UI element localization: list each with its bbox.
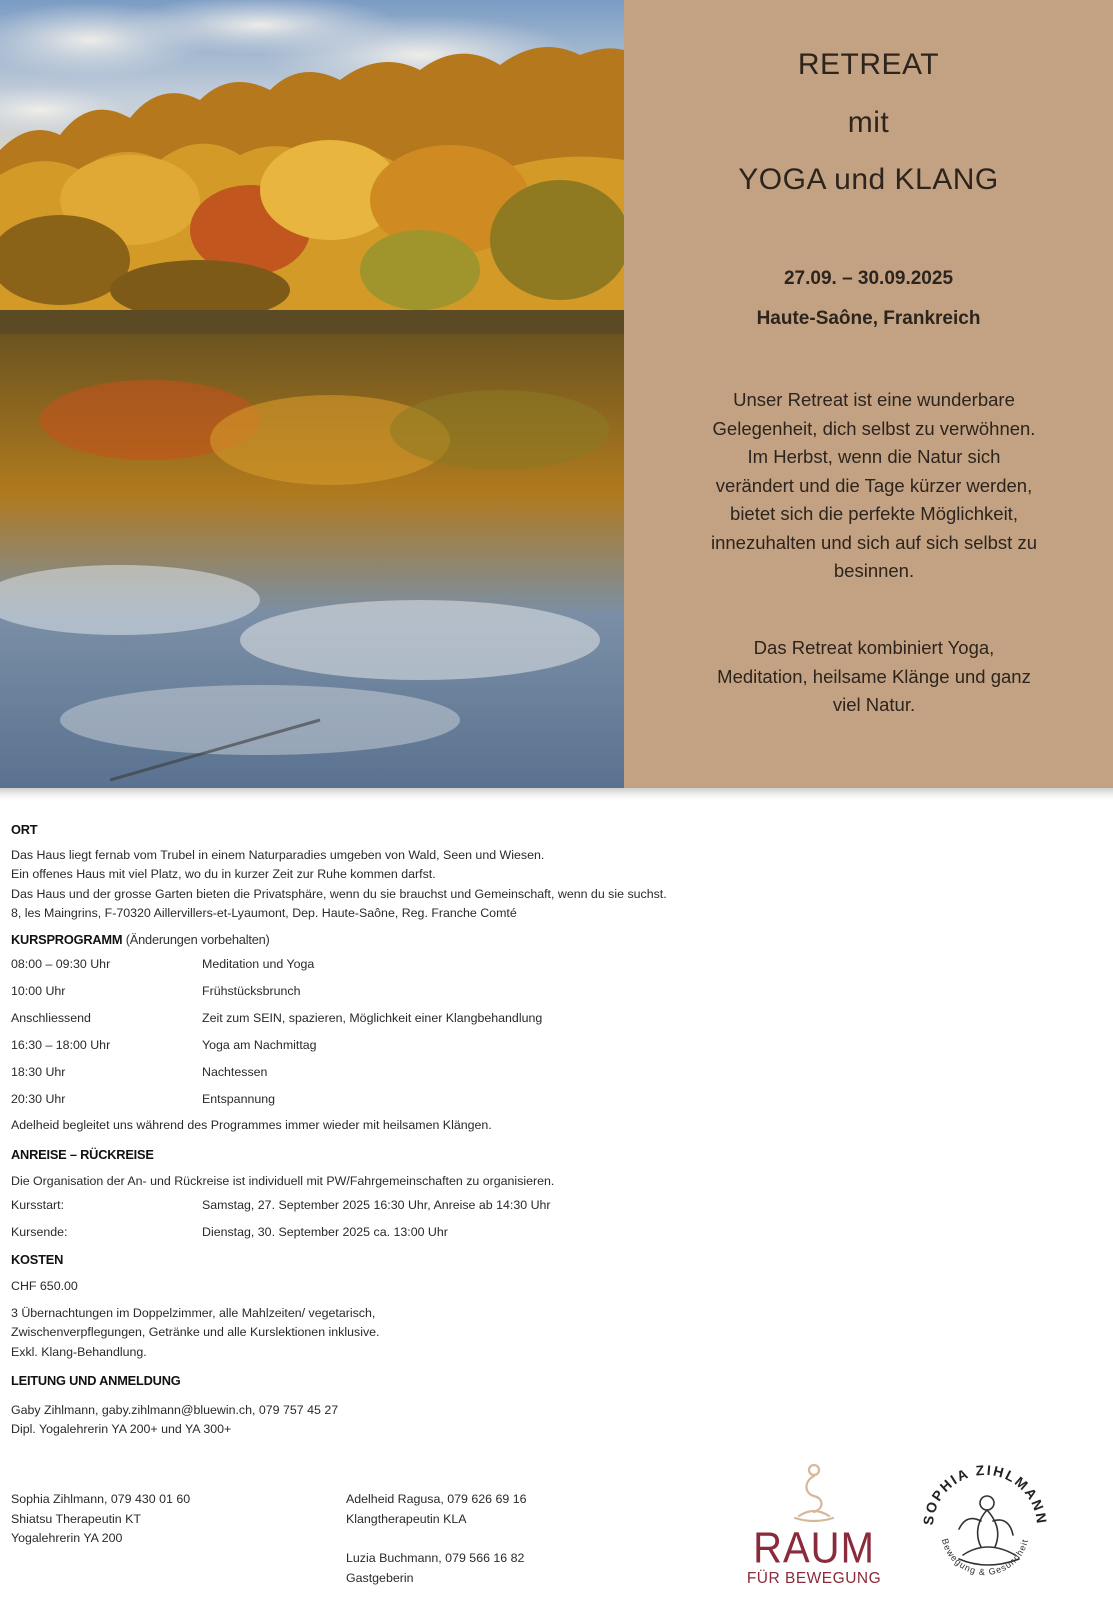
gaby-contact: Gaby Zihlmann, gaby.zihlmann@bluewin.ch, 079 757 45 27 (11, 1402, 339, 1417)
ort-line: Ein offenes Haus mit viel Platz, wo du in kurzer Zeit zur Ruhe kommen darfst. (11, 867, 436, 881)
autumn-lake-photo (0, 0, 624, 788)
kursprogramm-footer: Adelheid begleitet uns während des Programmes immer wieder mit heilsamen Klängen. (11, 1118, 492, 1132)
schedule-row (11, 1005, 1091, 1032)
adelheid-contact: Adelheid Ragusa, 079 626 69 16 (346, 1492, 527, 1506)
anreise-value: Samstag, 27. September 2025 16:30 Uhr, Anreise ab 14:30 Uhr (202, 1197, 551, 1212)
schedule-activity: Zeit zum SEIN, spazieren, Möglichkeit einer Klangbehandlung (202, 1011, 543, 1025)
schedule-row (11, 978, 1091, 1005)
page-divider (0, 788, 1113, 800)
luzia-contact: Luzia Buchmann, 079 566 16 82 (346, 1551, 525, 1565)
sophia-contact: Sophia Zihlmann, 079 430 01 60 (11, 1492, 191, 1506)
sophia-qualification: Shiatsu Therapeutin KT (11, 1511, 141, 1526)
schedule-time: 10:00 Uhr (11, 984, 66, 998)
svg-text:SOPHIA ZIHLMANN: SOPHIA ZIHLMANN (919, 1461, 1051, 1527)
schedule-row (11, 1032, 1091, 1059)
schedule-row (11, 1059, 1091, 1086)
schedule-row (11, 951, 1091, 978)
kursprogramm-title: KURSPROGRAMM (11, 931, 123, 947)
intro-paragraph (684, 386, 1064, 586)
anreise-row (11, 1219, 1091, 1246)
schedule-time: 16:30 – 18:00 Uhr (11, 1038, 111, 1052)
luzia-role: Gastgeberin (346, 1570, 414, 1585)
kursprogramm-heading (11, 930, 1091, 950)
schedule-activity: Nachtessen (202, 1065, 268, 1079)
hero-section (0, 0, 1113, 788)
anreise-heading: ANREISE – RÜCKREISE (11, 1146, 154, 1162)
intro-panel (624, 0, 1113, 788)
schedule-activity: Entspannung (202, 1092, 276, 1106)
ort-heading: ORT (11, 822, 38, 837)
leitung-heading: LEITUNG UND ANMELDUNG (11, 1373, 181, 1388)
svg-text:Bewegung & Gesundheit: Bewegung & Gesundheit (939, 1537, 1031, 1578)
kosten-line: 3 Übernachtungen im Doppelzimmer, alle Mahlzeiten/ vegetarisch, (11, 1305, 376, 1320)
schedule-activity: Frühstücksbrunch (202, 984, 301, 998)
autumn-lake-illustration (0, 0, 624, 788)
sophia-qualification: Yogalehrerin YA 200 (11, 1531, 123, 1545)
meditation-figure-icon (745, 1462, 883, 1524)
ort-address: 8, les Maingrins, F-70320 Aillervillers-et-Lyaumont, Dep. Haute-Saône, Reg. Franche Comté (11, 906, 517, 920)
adelheid-qualification: Klangtherapeutin KLA (346, 1511, 467, 1526)
schedule-time: 08:00 – 09:30 Uhr (11, 957, 111, 971)
title-line-mit: mit (847, 106, 890, 139)
details-section (11, 820, 1091, 1440)
sophia-zihlmann-seal (915, 1455, 1055, 1595)
intro-line: besinnen. (833, 560, 915, 581)
title-line-retreat: RETREAT (797, 48, 940, 81)
schedule-activity: Yoga am Nachmittag (202, 1038, 317, 1052)
title-line-yoga-klang: YOGA und KLANG (738, 163, 999, 196)
sophia-zihlmann-logo (915, 1455, 1055, 1595)
raum-wordmark: RAUM (753, 1523, 875, 1573)
kosten-line: Exkl. Klang-Behandlung. (11, 1344, 147, 1359)
anreise-row (11, 1192, 1091, 1219)
intro-line: bietet sich die perfekte Möglichkeit, (730, 503, 1018, 524)
raum-subtitle: FÜR BEWEGUNG (746, 1570, 882, 1587)
anreise-text: Die Organisation der An- und Rückreise ist individuell mit PW/Fahrgemeinschaften zu organisieren. (11, 1174, 555, 1188)
sophia-contact-column (11, 1490, 190, 1549)
kosten-heading: KOSTEN (11, 1251, 64, 1267)
ort-line: Das Haus liegt fernab vom Trubel in einem Naturparadies umgeben von Wald, Seen und Wiesen. (11, 847, 545, 862)
combo-line: Meditation, heilsame Klänge und ganz (717, 665, 1031, 687)
retreat-dates: 27.09. – 30.09.2025 (783, 268, 954, 289)
raum-fuer-bewegung-logo (745, 1462, 883, 1592)
retreat-location: Haute-Saône, Frankreich (756, 308, 981, 329)
schedule-time: 18:30 Uhr (11, 1065, 66, 1079)
intro-line: Gelegenheit, dich selbst zu verwöhnen. (712, 417, 1036, 439)
anreise-label: Kursstart: (11, 1197, 65, 1212)
schedule-activity: Meditation und Yoga (202, 957, 315, 971)
gaby-qualification: Dipl. Yogalehrerin YA 200+ und YA 300+ (11, 1422, 232, 1436)
combo-line: viel Natur. (832, 694, 916, 715)
combo-line: Das Retreat kombiniert Yoga, (753, 637, 995, 658)
kosten-price: CHF 650.00 (11, 1279, 78, 1293)
ort-line: Das Haus und der grosse Garten bieten die Privatsphäre, wenn du sie brauchst und Gemeinschaft, wenn du sie suchst. (11, 886, 667, 901)
schedule-time: Anschliessend (11, 1011, 91, 1025)
intro-line: Unser Retreat ist eine wunderbare (733, 389, 1015, 410)
combo-paragraph (684, 634, 1064, 720)
kosten-line: Zwischenverpflegungen, Getränke und alle Kurslektionen inklusive. (11, 1325, 380, 1339)
helpers-contact-column (346, 1490, 527, 1588)
anreise-value: Dienstag, 30. September 2025 ca. 13:00 Uhr (202, 1224, 448, 1239)
schedule-time: 20:30 Uhr (11, 1092, 66, 1106)
kursprogramm-note: (Änderungen vorbehalten) (125, 931, 270, 947)
anreise-label: Kursende: (11, 1224, 68, 1239)
intro-line: Im Herbst, wenn die Natur sich (747, 446, 1001, 467)
schedule-row (11, 1086, 1091, 1113)
intro-line: verändert und die Tage kürzer werden, (715, 474, 1033, 496)
intro-line: innezuhalten und sich auf sich selbst zu (710, 531, 1037, 553)
